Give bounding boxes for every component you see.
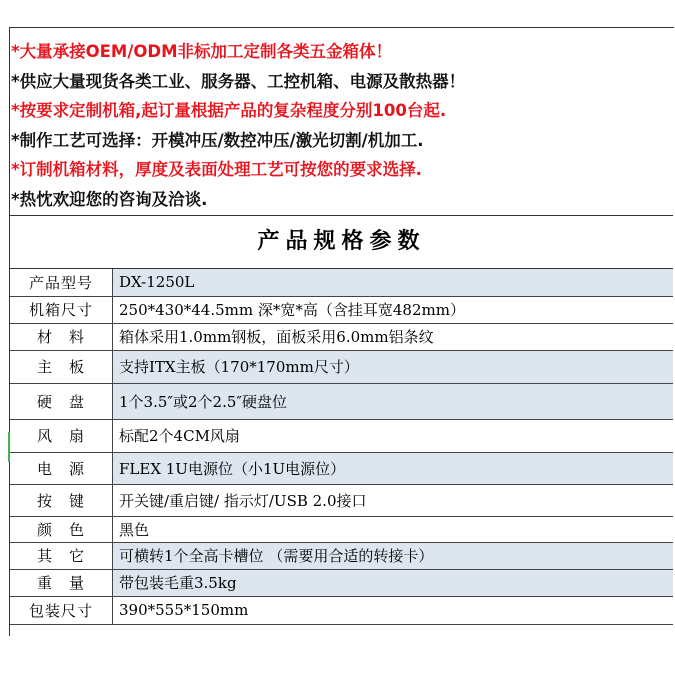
spec-value: 390*555*150mm: [113, 596, 674, 624]
spec-value: FLEX 1U电源位（小1U电源位）: [113, 452, 674, 484]
spec-label: 产品型号: [10, 269, 113, 296]
spec-row-material: [10, 323, 673, 350]
intro-line-3: *按要求定制机箱,起订量根据产品的复杂程度分别100台起.: [11, 101, 447, 120]
spec-value: 开关键/重启键/ 指示灯/USB 2.0接口: [113, 484, 674, 516]
spec-row-other: [10, 542, 673, 569]
spec-label: 主 板: [10, 350, 113, 383]
intro-line-4: *制作工艺可选择：开模冲压/数控冲压/激光切割/机加工.: [11, 130, 424, 150]
spec-row-color: [10, 516, 673, 542]
intro-line-2: *供应大量现货各类工业、服务器、工控机箱、电源及散热器！: [11, 71, 466, 91]
spec-value: 标配2个4CM风扇: [113, 419, 674, 452]
spec-row-mainboard: [10, 350, 673, 383]
spec-row-disk: [10, 383, 673, 419]
spec-value: 可横转1个全高卡槽位 （需要用合适的转接卡）: [113, 542, 674, 569]
spec-label: 电 源: [10, 452, 113, 484]
spec-label: 机箱尺寸: [10, 296, 113, 323]
spec-label: 硬 盘: [10, 383, 113, 419]
spec-row-weight: [10, 569, 673, 596]
spec-label: 风 扇: [10, 419, 113, 452]
intro-line-1: *大量承接OEM/ODM非标加工定制各类五金箱体！: [11, 42, 393, 61]
spec-value: 黑色: [113, 516, 674, 542]
spec-label: 材 料: [10, 323, 113, 350]
spec-label: 其 它: [10, 542, 113, 569]
spec-value: 箱体采用1.0mm钢板，面板采用6.0mm铝条纹: [113, 323, 674, 350]
intro-section: [10, 28, 673, 216]
spec-label: 重 量: [10, 569, 113, 596]
spec-sheet: [9, 27, 674, 636]
spec-value: 支持ITX主板（170*170mm尺寸）: [113, 350, 674, 383]
spec-value: 250*430*44.5mm 深*宽*高（含挂耳宽482mm）: [113, 296, 674, 323]
spec-row-fan: [10, 419, 673, 452]
spec-value: 带包装毛重3.5kg: [113, 569, 674, 596]
spec-title: 产品规格参数: [10, 216, 673, 269]
spec-row-size: [10, 296, 673, 323]
intro-line-5: *订制机箱材料，厚度及表面处理工艺可按您的要求选择.: [11, 160, 422, 179]
spec-value: DX-1250L: [113, 269, 674, 296]
spec-row-package: [10, 596, 673, 624]
intro-line-6: *热忱欢迎您的咨询及洽谈.: [11, 189, 208, 209]
spec-row-power: [10, 452, 673, 484]
spec-label: 颜 色: [10, 516, 113, 542]
spec-row-model: [10, 269, 673, 296]
spec-value: 1个3.5″或2个2.5″硬盘位: [113, 383, 674, 419]
spec-row-buttons: [10, 484, 673, 516]
spec-table: [10, 269, 673, 625]
cell-selection-marker: [8, 432, 10, 462]
spec-label: 包装尺寸: [10, 596, 113, 624]
spec-label: 按 键: [10, 484, 113, 516]
